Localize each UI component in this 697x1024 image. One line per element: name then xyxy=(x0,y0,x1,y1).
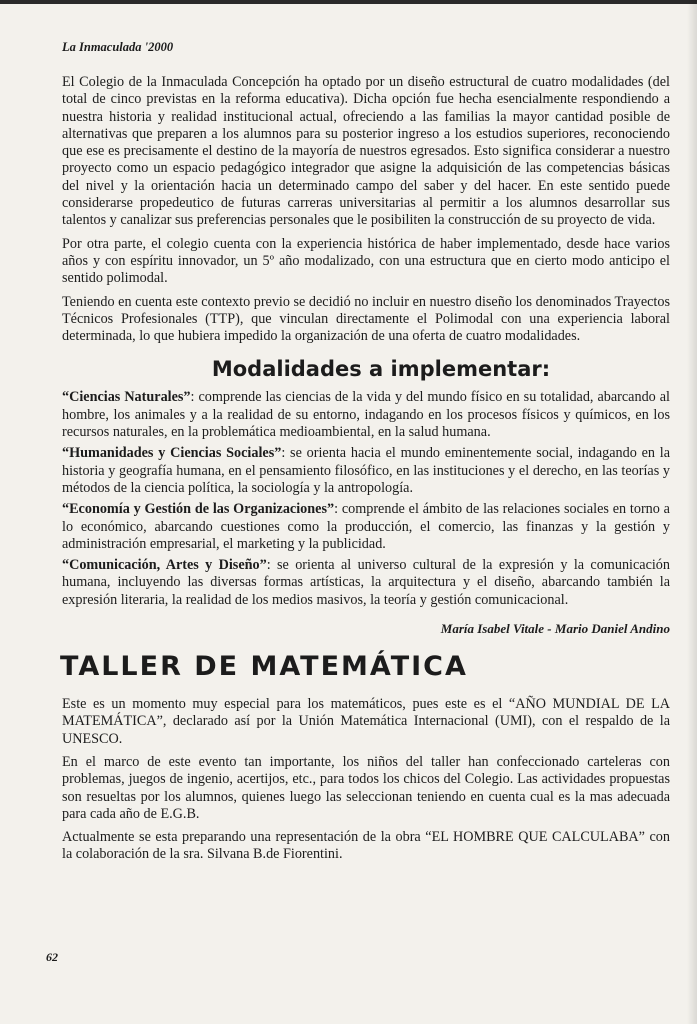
intro-paragraph-3: Teniendo en cuenta este contexto previo se decidió no incluir en nuestro diseño los denominados Trayectos Técnicos Profesionales (TTP), que vinculan directamente el Polimodal con una experiencia laboral determinada, lo que hubiera impedido la organización de una oferta de cuatro modalidades. xyxy=(62,293,670,345)
modalidad-name: “Ciencias Naturales” xyxy=(62,389,191,406)
article-authors: María Isabel Vitale - Mario Daniel Andino xyxy=(440,621,670,637)
running-header: La Inmaculada '2000 xyxy=(62,40,174,54)
page-content xyxy=(62,74,670,870)
modalidad-description: : comprende las ciencias de la vida y del mundo físico en su totalidad, abarcando al hombre, los animales y a la realidad de su entorno, indagando en los procesos físicos y químicos, en los recursos naturales, en la problemática medioambiental, en la salud humana. xyxy=(62,389,670,441)
taller-paragraph-2: En el marco de este evento tan importante, los niños del taller han confeccionado carteleras con problemas, juegos de ingenio, acertijos, etc., para todos los chicos del Colegio. Las actividades propuestas son resueltas por los alumnos, quienes luego las seleccionan teniendo en cuenta cual es la mas adecuada para cada año de E.G.B. xyxy=(62,753,670,822)
modalidad-name: “Comunicación, Artes y Diseño” xyxy=(62,557,267,574)
intro-paragraph-1: El Colegio de la Inmaculada Concepción ha optado por un diseño estructural de cuatro modalidades (del total de cinco previstas en la reforma educativa). Dicha opción fue hecha esencialmente respondiendo a nuestra historia y realidad institucional actual, ofreciendo a las familias la mayor cantidad posible de alternativas que preparen a los alumnos para su posterior ingreso a los estudios superiores, reconociendo que ese es precisamente el destino de la mayoría de nuestros egresados. Esto significa considerar a nuestro proyecto como un espacio pedagógico integrador que asigne la adquisición de las competencias básicas del nivel y la orientación hacia un determinado campo del saber y del hacer. En este sentido puede considerarse propedeutico de futuras carreras universitarias al permitir a los alumnos desarrollar sus talentos y canalizar sus preferencias personales que le posibiliten la construcción de su proyecto de vida. xyxy=(62,74,670,229)
modalidad-description: : se orienta al universo cultural de la expresión y la comunicación humana, incluyendo las diversas formas artísticas, la arquitectura y el diseño, abarcando también la expresión literaria, la realidad de los medios masivos, la teoría y gestión comunicacional. xyxy=(62,557,670,608)
modalidad-item xyxy=(62,557,670,609)
modalidad-name: “Humanidades y Ciencias Sociales” xyxy=(62,445,282,462)
taller-heading: TALLER DE MATEMÁTICA xyxy=(60,651,468,683)
modalidad-item xyxy=(62,389,670,441)
page-number: 62 xyxy=(46,950,58,964)
page-top-edge xyxy=(0,0,697,4)
modalidad-item xyxy=(62,501,670,553)
taller-paragraph-3: Actualmente se esta preparando una representación de la obra “EL HOMBRE QUE CALCULABA” con la colaboración de la sra. Silvana B.de Fiorentini. xyxy=(62,829,670,863)
modalidad-description: : se orienta hacia el mundo eminentemente social, indagando en la historia y geografía humana, en el pensamiento filosófico, en las instituciones y el derecho, en las teorías y métodos de la ciencia política, la sociología y la antropología. xyxy=(62,445,670,496)
modalidad-item xyxy=(62,445,670,497)
intro-paragraph-2: Por otra parte, el colegio cuenta con la experiencia histórica de haber implementado, desde hace varios años y con espíritu innovador, un 5º año modalizado, con una estructura que en cierto modo anticipo el sentido polimodal. xyxy=(62,235,670,287)
modalidades-heading: Modalidades a implementar: xyxy=(211,357,551,382)
modalidad-name: “Economía y Gestión de las Organizaciones” xyxy=(62,501,335,518)
modalidad-description: : comprende el ámbito de las relaciones sociales en torno a lo económico, abarcando cuestiones como la producción, el comercio, las finanzas y la gestión y administración empresarial, el marketing y la publicidad. xyxy=(62,501,670,552)
taller-paragraph-1: Este es un momento muy especial para los matemáticos, pues este es el “AÑO MUNDIAL DE LA MATEMÁTICA”, declarado así por la Unión Matemática Internacional (UMI), con el respaldo de la UNESCO. xyxy=(62,696,670,747)
page-binding-shadow xyxy=(687,0,697,1024)
